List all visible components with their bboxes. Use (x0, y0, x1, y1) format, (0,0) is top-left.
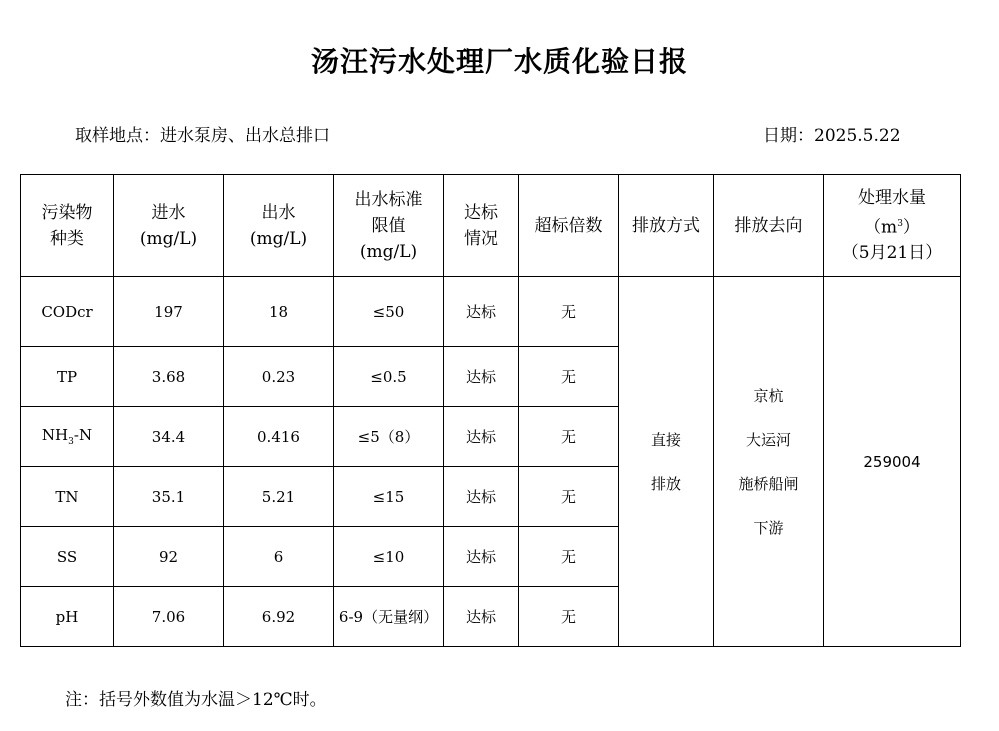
discharge-method-cell: 直接 排放 (619, 277, 714, 647)
header-effluent: 出水 (mg/L) (224, 175, 334, 277)
report-date: 日期：2025.5.22 (763, 126, 901, 146)
header-discharge-destination: 排放去向 (714, 175, 824, 277)
standard-cell: 6-9（无量纲） (334, 587, 444, 647)
standard-cell: ≤0.5 (334, 347, 444, 407)
header-compliance: 达标 情况 (444, 175, 519, 277)
influent-cell: 7.06 (114, 587, 224, 647)
pollutant-cell: $NH_3-N$ (21, 407, 114, 467)
compliance-cell: 达标 (444, 407, 519, 467)
pollutant-cell: TN (21, 467, 114, 527)
compliance-cell: 达标 (444, 347, 519, 407)
influent-cell: 34.4 (114, 407, 224, 467)
standard-cell: ≤15 (334, 467, 444, 527)
standard-cell: ≤50 (334, 277, 444, 347)
standard-cell: ≤5（8） (334, 407, 444, 467)
effluent-cell: 5.21 (224, 467, 334, 527)
effluent-cell: 18 (224, 277, 334, 347)
effluent-cell: 0.23 (224, 347, 334, 407)
exceed-cell: 无 (519, 277, 619, 347)
header-row (21, 175, 961, 277)
effluent-cell: 6 (224, 527, 334, 587)
table-row (21, 277, 961, 347)
exceed-cell: 无 (519, 347, 619, 407)
header-influent: 进水 (mg/L) (114, 175, 224, 277)
compliance-cell: 达标 (444, 277, 519, 347)
exceed-cell: 无 (519, 467, 619, 527)
effluent-cell: 0.416 (224, 407, 334, 467)
compliance-cell: 达标 (444, 527, 519, 587)
header-pollutant: 污染物 种类 (21, 175, 114, 277)
exceed-cell: 无 (519, 407, 619, 467)
treated-volume-cell: 259004 (824, 277, 961, 647)
standard-cell: ≤10 (334, 527, 444, 587)
pollutant-cell: CODcr (21, 277, 114, 347)
compliance-cell: 达标 (444, 587, 519, 647)
compliance-cell: 达标 (444, 467, 519, 527)
discharge-destination-cell: 京杭 大运河 施桥船闸 下游 (714, 277, 824, 647)
report-title: 汤汪污水处理厂水质化验日报 (310, 45, 688, 78)
pollutant-cell: SS (21, 527, 114, 587)
header-discharge-method: 排放方式 (619, 175, 714, 277)
influent-cell: 197 (114, 277, 224, 347)
header-exceed-multiple: 超标倍数 (519, 175, 619, 277)
footnote: 注：括号外数值为水温＞12℃时。 (65, 690, 327, 710)
header-treated-volume: 处理水量 $(m^3)$ （5月21日） (824, 175, 961, 277)
influent-cell: 3.68 (114, 347, 224, 407)
water-quality-table (20, 174, 961, 647)
effluent-cell: 6.92 (224, 587, 334, 647)
influent-cell: 92 (114, 527, 224, 587)
sampling-location: 取样地点：进水泵房、出水总排口 (75, 126, 330, 146)
exceed-cell: 无 (519, 527, 619, 587)
pollutant-cell: TP (21, 347, 114, 407)
influent-cell: 35.1 (114, 467, 224, 527)
exceed-cell: 无 (519, 587, 619, 647)
pollutant-cell: pH (21, 587, 114, 647)
header-standard: 出水标准 限值 (mg/L) (334, 175, 444, 277)
